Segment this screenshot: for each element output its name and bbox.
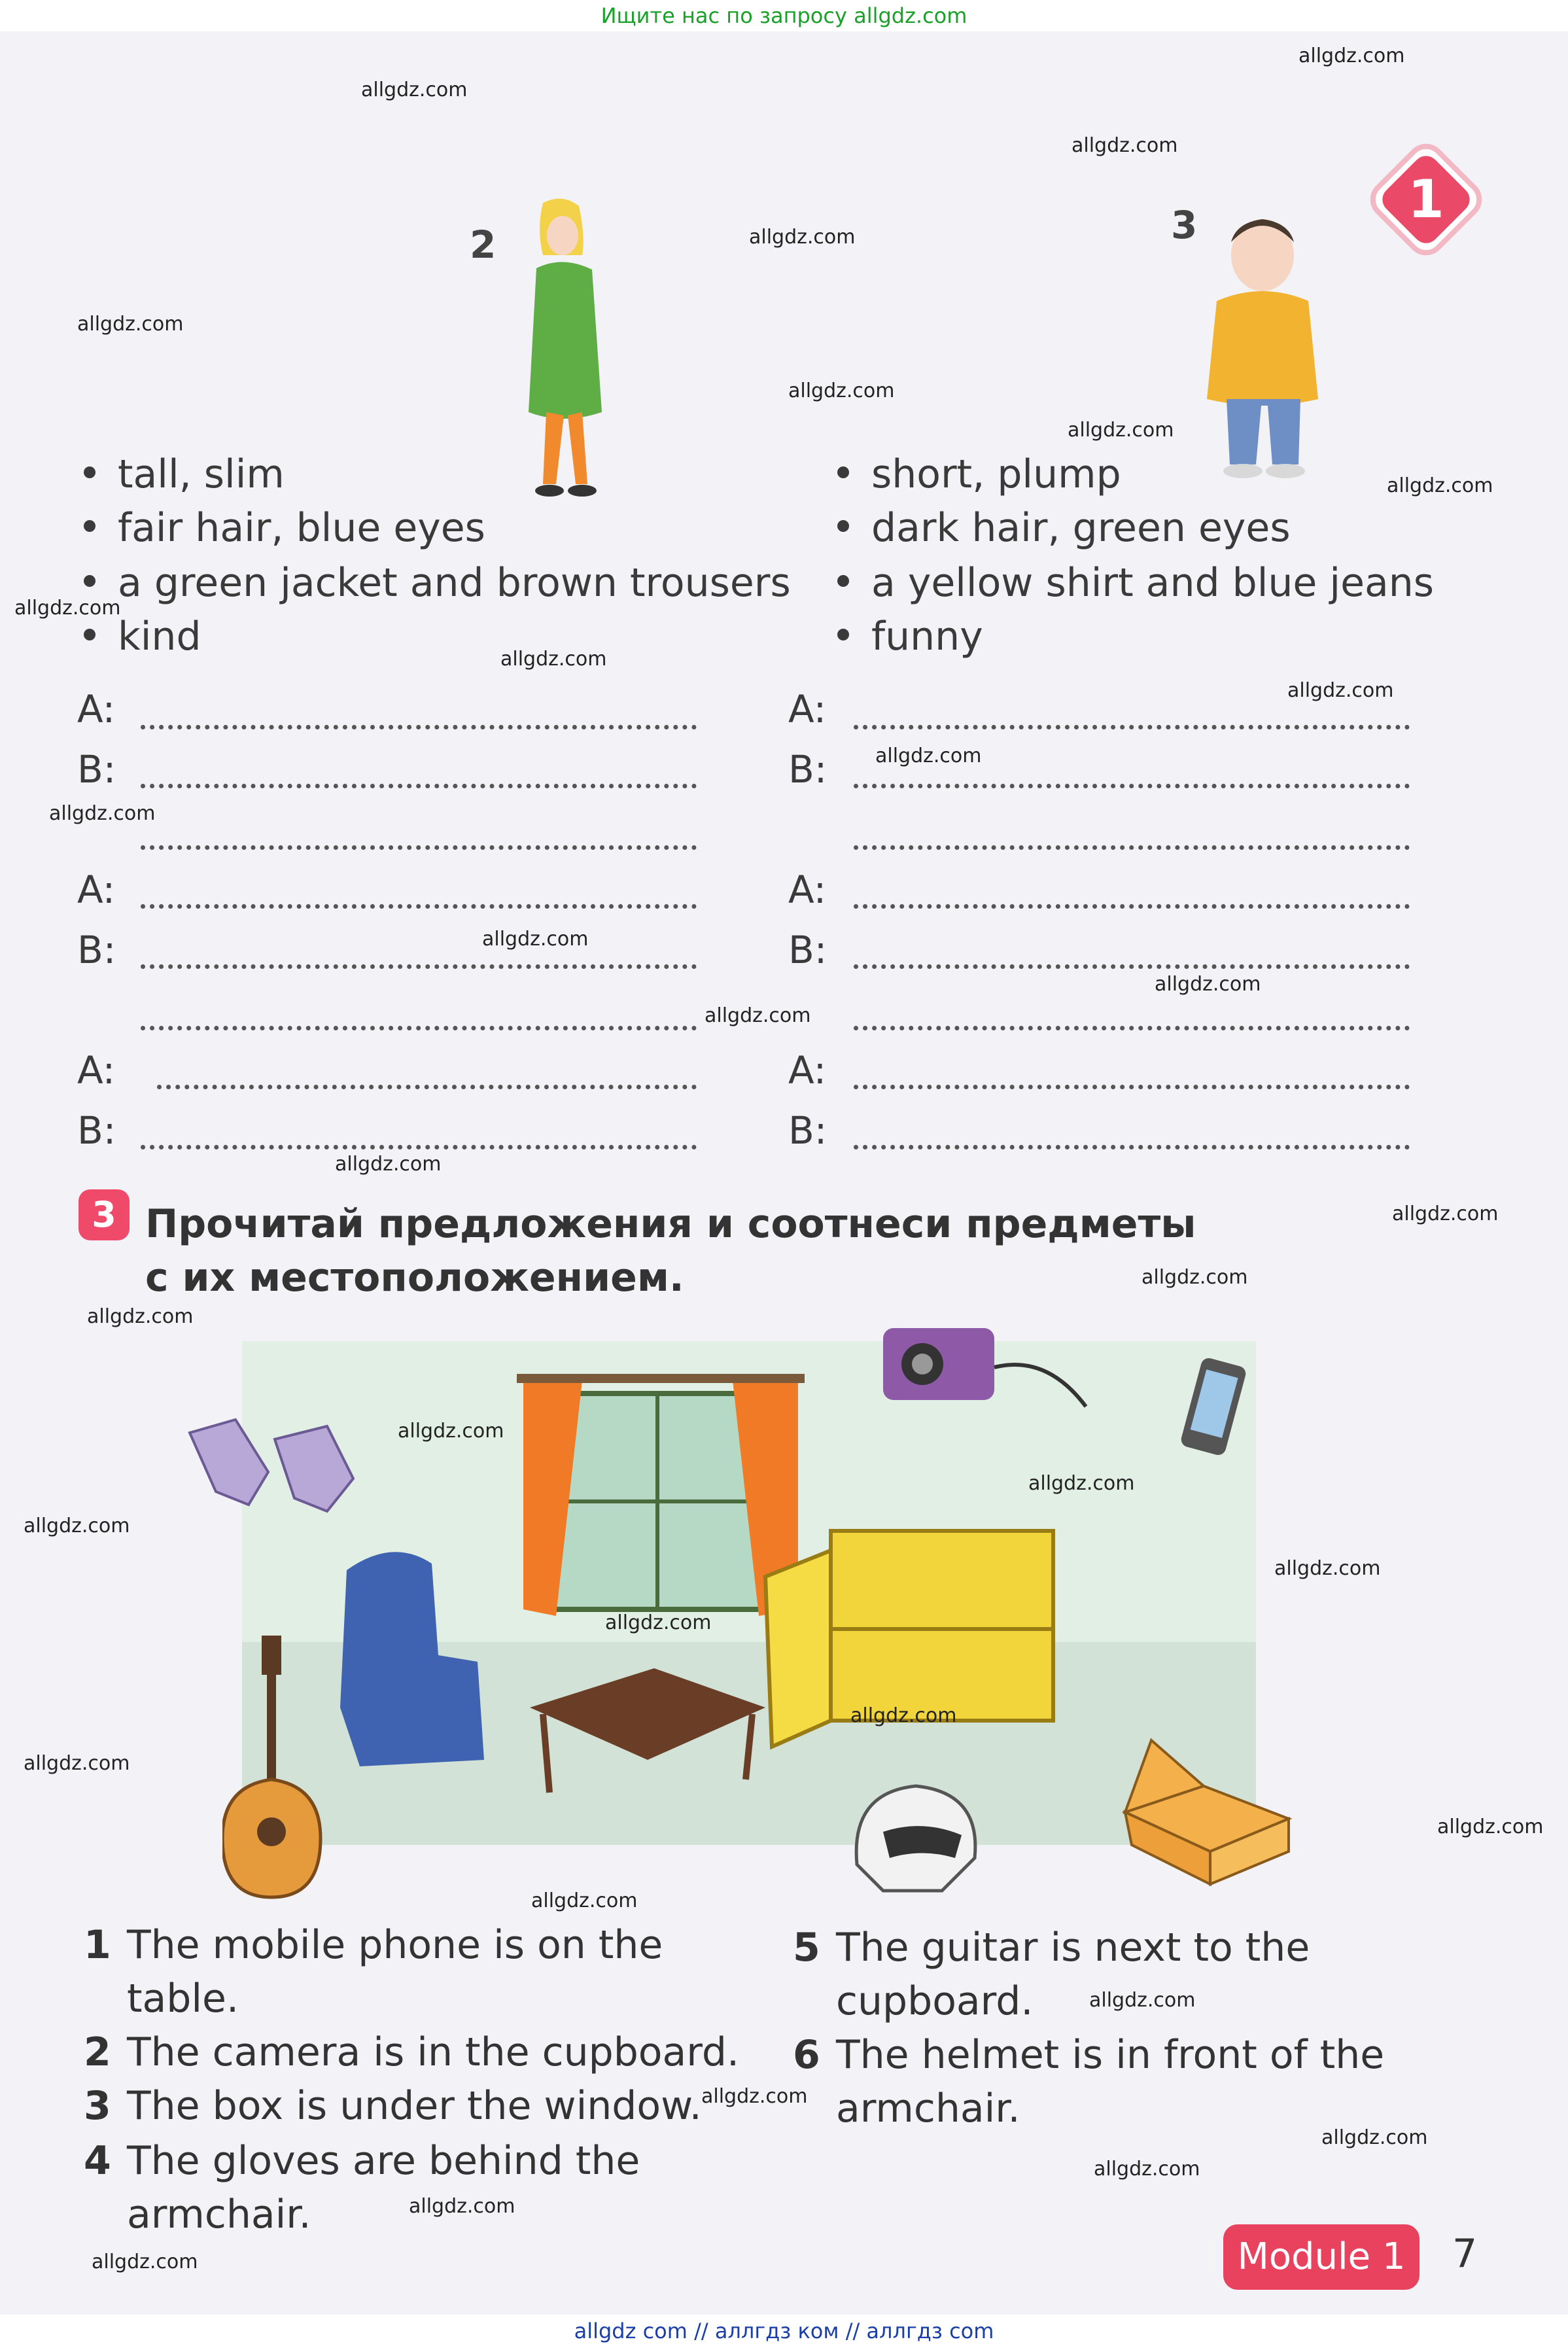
figure-number-left: 2 bbox=[470, 222, 497, 267]
left-description-item bbox=[84, 505, 485, 551]
left-description-text: tall, slim bbox=[118, 451, 285, 497]
sentence-text-cont: cupboard. bbox=[836, 1978, 1034, 2024]
bullet-dot bbox=[84, 575, 96, 587]
watermark[interactable]: allgdz.com bbox=[1155, 973, 1261, 996]
watermark[interactable]: allgdz.com bbox=[1298, 44, 1405, 67]
watermark[interactable]: allgdz.com bbox=[1274, 1557, 1381, 1580]
answer-line[interactable] bbox=[854, 845, 1410, 850]
watermark[interactable]: allgdz.com bbox=[531, 1889, 638, 1912]
unit-badge-number: 1 bbox=[1408, 169, 1444, 230]
watermark[interactable]: allgdz.com bbox=[1068, 419, 1174, 442]
watermark[interactable]: allgdz.com bbox=[1437, 1815, 1544, 1838]
watermark[interactable]: allgdz.com bbox=[24, 1752, 130, 1775]
sentence-item bbox=[84, 2079, 702, 2133]
bottom-banner[interactable]: allgdz com // аллгдз ком // аллгдз com bbox=[0, 2315, 1568, 2348]
right-description-item bbox=[837, 614, 983, 659]
dialogue-label-b: B: bbox=[77, 1108, 116, 1153]
answer-line[interactable] bbox=[141, 1026, 697, 1030]
watermark[interactable]: allgdz.com bbox=[482, 928, 589, 951]
dialogue-label-a: A: bbox=[77, 687, 116, 731]
bullet-dot bbox=[84, 629, 96, 640]
answer-line[interactable] bbox=[854, 784, 1410, 788]
dialogue-label-b: B: bbox=[788, 928, 828, 972]
left-description-text: kind bbox=[118, 614, 201, 659]
watermark[interactable]: allgdz.com bbox=[850, 1704, 957, 1727]
right-description-text: a yellow shirt and blue jeans bbox=[871, 560, 1435, 606]
watermark[interactable]: allgdz.com bbox=[77, 313, 184, 336]
dialogue-label-a: A: bbox=[77, 1048, 116, 1093]
watermark[interactable]: allgdz.com bbox=[1094, 2158, 1200, 2181]
watermark[interactable]: allgdz.com bbox=[87, 1305, 194, 1328]
bullet-dot bbox=[84, 466, 96, 478]
sentence-text: The camera is in the cupboard. bbox=[127, 2029, 740, 2075]
watermark[interactable]: allgdz.com bbox=[49, 802, 156, 825]
mobile-phone-illustration bbox=[1177, 1354, 1249, 1459]
module-badge: Module 1 bbox=[1223, 2224, 1420, 2290]
sentence-text: The guitar is next to the bbox=[836, 1925, 1310, 1971]
bullet-dot bbox=[837, 520, 849, 532]
watermark[interactable]: allgdz.com bbox=[875, 745, 982, 767]
watermark[interactable]: allgdz.com bbox=[788, 379, 895, 402]
right-description-item bbox=[837, 560, 1434, 606]
left-description-item bbox=[84, 614, 201, 659]
left-description-text: a green jacket and brown trousers bbox=[118, 560, 791, 606]
girl-illustration bbox=[510, 196, 615, 510]
answer-line[interactable] bbox=[854, 1145, 1410, 1149]
dialogue-label-b: B: bbox=[77, 747, 116, 792]
watermark[interactable]: allgdz.com bbox=[701, 2085, 808, 2108]
box-illustration bbox=[1112, 1734, 1302, 1891]
bullet-dot bbox=[84, 520, 96, 532]
watermark[interactable]: allgdz.com bbox=[1392, 1202, 1499, 1225]
answer-line[interactable] bbox=[141, 964, 697, 969]
watermark[interactable]: allgdz.com bbox=[1321, 2126, 1428, 2149]
helmet-illustration bbox=[844, 1773, 988, 1904]
bullet-dot bbox=[837, 466, 849, 478]
sentence-item bbox=[84, 2134, 640, 2188]
watermark[interactable]: allgdz.com bbox=[1028, 1472, 1135, 1495]
sentence-number: 4 bbox=[84, 2138, 111, 2184]
sentence-number: 5 bbox=[793, 1925, 820, 1971]
answer-line[interactable] bbox=[141, 725, 697, 729]
answer-line[interactable] bbox=[854, 1085, 1410, 1089]
watermark[interactable]: allgdz.com bbox=[409, 2195, 515, 2218]
right-description-text: dark hair, green eyes bbox=[871, 505, 1291, 551]
watermark[interactable]: allgdz.com bbox=[1089, 1989, 1196, 2012]
sentence-item bbox=[84, 1918, 663, 1972]
right-description-item bbox=[837, 451, 1121, 497]
right-description-item bbox=[837, 505, 1291, 551]
sentence-text-cont: table. bbox=[127, 1976, 239, 2022]
sentence-number: 1 bbox=[84, 1922, 111, 1968]
task-title-line: с их местоположением. bbox=[145, 1255, 684, 1301]
watermark[interactable]: allgdz.com bbox=[335, 1153, 442, 1176]
answer-line[interactable] bbox=[854, 904, 1410, 909]
answer-line[interactable] bbox=[141, 904, 697, 909]
camera-illustration bbox=[877, 1315, 1092, 1413]
watermark[interactable]: allgdz.com bbox=[398, 1420, 504, 1443]
sentence-item bbox=[793, 2028, 1384, 2082]
page-number: 7 bbox=[1452, 2231, 1478, 2277]
sentence-text-cont: armchair. bbox=[836, 2086, 1020, 2131]
dialogue-label-b: B: bbox=[788, 1108, 828, 1153]
sentence-item bbox=[84, 2025, 739, 2079]
dialogue-label-b: B: bbox=[77, 928, 116, 972]
bullet-dot bbox=[837, 629, 849, 640]
watermark[interactable]: allgdz.com bbox=[749, 226, 856, 249]
answer-line[interactable] bbox=[141, 845, 697, 850]
watermark[interactable]: allgdz.com bbox=[605, 1611, 712, 1634]
watermark[interactable]: allgdz.com bbox=[1387, 474, 1493, 497]
left-description-item bbox=[84, 560, 791, 606]
sentence-text: The box is under the window. bbox=[127, 2083, 702, 2129]
task-title-line: Прочитай предложения и соотнеси предметы bbox=[145, 1201, 1196, 1247]
task-number-badge: 3 bbox=[78, 1189, 130, 1240]
guitar-illustration bbox=[222, 1636, 340, 1904]
watermark[interactable]: allgdz.com bbox=[92, 2251, 198, 2273]
figure-number-right: 3 bbox=[1171, 203, 1198, 247]
watermark[interactable]: allgdz.com bbox=[24, 1515, 130, 1537]
answer-line[interactable] bbox=[141, 1145, 697, 1149]
right-description-text: short, plump bbox=[871, 451, 1121, 497]
unit-badge bbox=[1364, 137, 1488, 262]
sentence-number: 2 bbox=[84, 2029, 111, 2075]
right-description-text: funny bbox=[871, 614, 983, 659]
room-illustration bbox=[242, 1341, 1256, 1845]
watermark[interactable]: allgdz.com bbox=[361, 79, 468, 101]
sentence-number: 6 bbox=[793, 2032, 820, 2078]
dialogue-label-a: A: bbox=[788, 867, 827, 912]
left-description-item bbox=[84, 451, 285, 497]
bullet-dot bbox=[837, 575, 849, 587]
answer-line[interactable] bbox=[157, 1085, 697, 1089]
watermark[interactable]: allgdz.com bbox=[1141, 1266, 1248, 1289]
top-banner[interactable]: Ищите нас по запросу allgdz.com bbox=[0, 0, 1568, 31]
watermark[interactable]: allgdz.com bbox=[705, 1004, 811, 1027]
room-scene bbox=[242, 1341, 1256, 1845]
answer-line[interactable] bbox=[141, 784, 697, 788]
boy-illustration bbox=[1191, 209, 1334, 484]
watermark[interactable]: allgdz.com bbox=[500, 648, 607, 671]
dialogue-label-a: A: bbox=[77, 867, 116, 912]
sentence-text: The mobile phone is on the bbox=[127, 1922, 663, 1968]
dialogue-label-b: B: bbox=[788, 747, 828, 792]
dialogue-label-a: A: bbox=[788, 1048, 827, 1093]
sentence-text-cont: armchair. bbox=[127, 2192, 311, 2237]
answer-line[interactable] bbox=[854, 1026, 1410, 1030]
dialogue-label-a: A: bbox=[788, 687, 827, 731]
watermark[interactable]: allgdz.com bbox=[14, 597, 121, 620]
sentence-text: The helmet is in front of the bbox=[836, 2032, 1385, 2078]
answer-line[interactable] bbox=[854, 725, 1410, 729]
watermark[interactable]: allgdz.com bbox=[1287, 679, 1394, 702]
sentence-number: 3 bbox=[84, 2083, 111, 2129]
sentence-item bbox=[793, 1921, 1310, 1974]
sentence-text: The gloves are behind the bbox=[127, 2138, 640, 2184]
watermark[interactable]: allgdz.com bbox=[1071, 134, 1178, 157]
answer-line[interactable] bbox=[854, 964, 1410, 969]
left-description-text: fair hair, blue eyes bbox=[118, 505, 485, 551]
gloves-illustration bbox=[177, 1413, 373, 1531]
